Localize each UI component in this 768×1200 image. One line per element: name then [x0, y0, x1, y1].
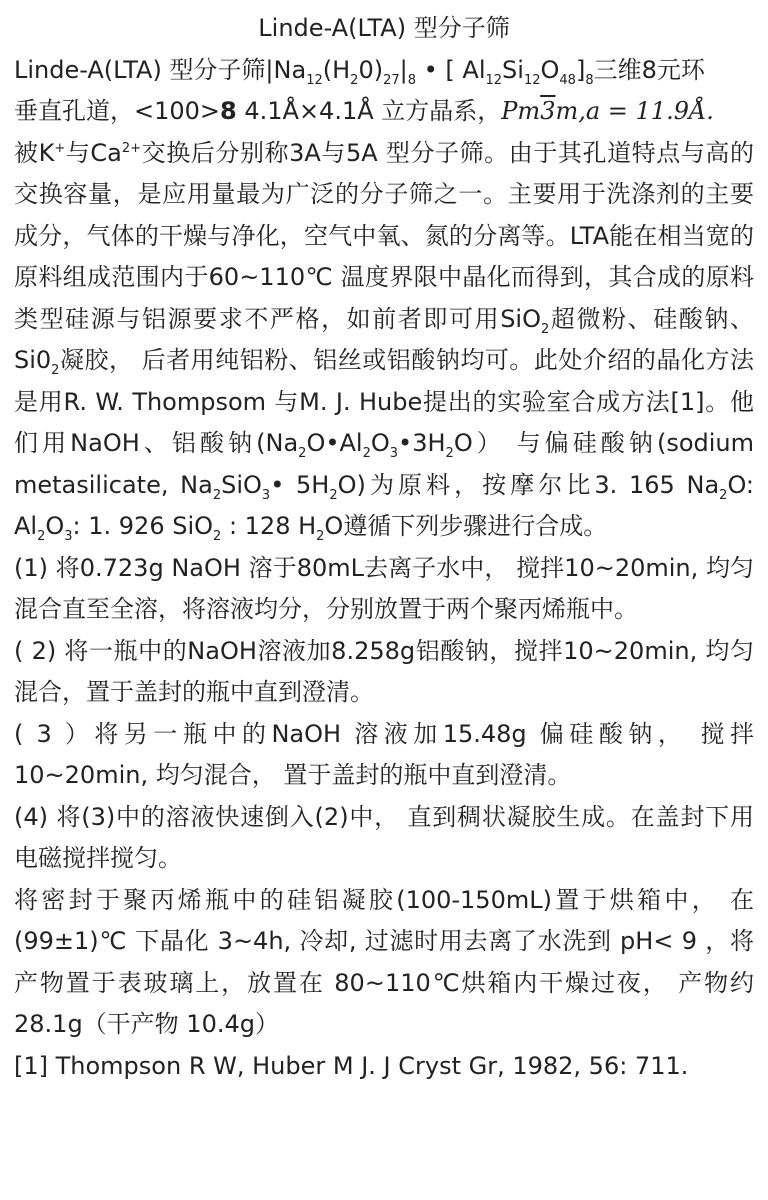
step-1: (1) 将0.723g NaOH 溶于80mL去离子水中， 搅拌10~20min, 均匀混合直至全溶，将溶液均分，分别放置于两个聚丙烯瓶中。 [14, 553, 754, 623]
body-text: 交换后分别称3A与5A 型分子筛。由于其孔道特点与高的交换容量，是应用量最为广泛的分子筛之一。主要用于洗涤剂的主要成分，气体的干燥与净化，空气中氧、氮的分离等。LTA能在相当宽的原料组成范围内于60~110℃ 温度界限中晶化而得到，其合成的原料类型硅源与铝源要求不严格，如前者即可用SiO [14, 138, 754, 333]
formula-text: ] [575, 55, 586, 84]
subscript: 2 [213, 528, 222, 544]
subscript: 3 [261, 487, 271, 503]
body-text: : 1. 926 SiO [72, 512, 214, 540]
framework-name: Linde-A(LTA) 型分子筛|Na [14, 55, 307, 84]
formula-text: (H [322, 55, 351, 84]
subscript: 2 [316, 528, 325, 544]
body-text: SiO [221, 470, 262, 499]
page-title: Linde-A(LTA) 型分子筛 [258, 14, 510, 42]
body-text: O遵循下列步骤进行合成。 [324, 512, 608, 540]
subscript: 2 [541, 321, 550, 337]
reference-citation: [1] Thompson R W, Huber M J. J Cryst Gr, 1982, 56: 711. [14, 1051, 689, 1080]
description-paragraph [14, 133, 754, 548]
formula-text: O [540, 55, 560, 84]
subscript: 8 [407, 72, 416, 88]
body-text: O•Al [306, 429, 363, 457]
body-text: O: Al [14, 470, 754, 540]
superscript: 2+ [121, 140, 142, 156]
body-text: : 128 H [221, 512, 317, 540]
subscript: 12 [306, 72, 323, 88]
subscript: 2 [51, 362, 60, 378]
step-2: ( 2) 将一瓶中的NaOH溶液加8.258g铝酸钠，搅拌10~20min, 均匀混合，置于盖封的瓶中直到澄清。 [14, 636, 754, 706]
space-group [501, 97, 714, 125]
subscript: 8 [585, 72, 594, 88]
subscript: 2 [350, 72, 359, 88]
formula-text: | [399, 55, 408, 84]
channel-dimensions: 4.1Å×4.1Å 立方晶系， [236, 97, 502, 125]
crystallization-paragraph: 将密封于聚丙烯瓶中的硅铝凝胶(100-150mL)置于烘箱中， 在(99±1)℃ 下晶化 3~4h, 冷却, 过滤时用去离了水洗到 pH< 9 ，将产物置于表玻璃上，放置在 80~110℃烘箱内干燥过夜， 产物约 28.1g（干产物 10.4g） [14, 885, 754, 1038]
subscript: 3 [389, 445, 399, 461]
subscript: 2 [445, 445, 454, 461]
subscript: 2 [37, 528, 46, 544]
formula-paragraph [14, 50, 754, 133]
subscript: 2 [362, 445, 371, 461]
body-text: 超微粉、硅酸钠、Si0 [14, 304, 754, 374]
formula-text: 0) [358, 55, 384, 84]
subscript: 12 [485, 72, 503, 88]
body-text: O [370, 429, 390, 457]
superscript: + [54, 140, 66, 156]
body-text: • 5H [270, 470, 330, 499]
subscript: 48 [559, 72, 576, 88]
math-overline: 3 [540, 97, 556, 125]
body-text: 凝胶， 后者用纯铝粉、铝丝或铝酸钠均可。此处介绍的晶化方法是用R. W. Thompsom 与M. J. Hube提出的实验室合成方法[1]。他们用NaOH、铝酸钠(Na [14, 346, 754, 457]
body-text: •3H [398, 429, 446, 457]
formula-text: 三维8元环 [593, 55, 705, 84]
ring-size-bold: 8 [220, 97, 237, 125]
subscript: 2 [329, 487, 338, 503]
formula-text: • [ Al [416, 55, 486, 84]
math-text: m,a = 11.9Å. [555, 97, 714, 125]
subscript: 2 [719, 487, 728, 503]
body-text: 被K [14, 138, 55, 167]
subscript: 3 [64, 528, 73, 544]
step-4: (4) 将(3)中的溶液快速倒入(2)中， 直到稠状凝胶生成。在盖封下用电磁搅拌搅匀。 [14, 802, 754, 872]
subscript: 12 [523, 72, 541, 88]
channel-text: 垂直孔道，<100> [14, 97, 221, 125]
subscript: 2 [212, 487, 222, 503]
step-3: ( 3 ）将另一瓶中的NaOH 溶液加15.48g 偏硅酸钠， 搅拌10~20min, 均匀混合， 置于盖封的瓶中直到澄清。 [14, 719, 754, 789]
body-text: O） 与偏硅酸钠(sodium metasilicate, Na [14, 429, 754, 499]
formula-text: Si [502, 55, 524, 84]
body-text: O [45, 512, 65, 540]
subscript: 27 [383, 72, 400, 88]
subscript: 2 [298, 445, 307, 461]
math-text: Pm [501, 97, 541, 125]
body-text: 与Ca [65, 138, 122, 167]
body-text: O)为原料，按摩尔比3. 165 Na [337, 470, 720, 499]
